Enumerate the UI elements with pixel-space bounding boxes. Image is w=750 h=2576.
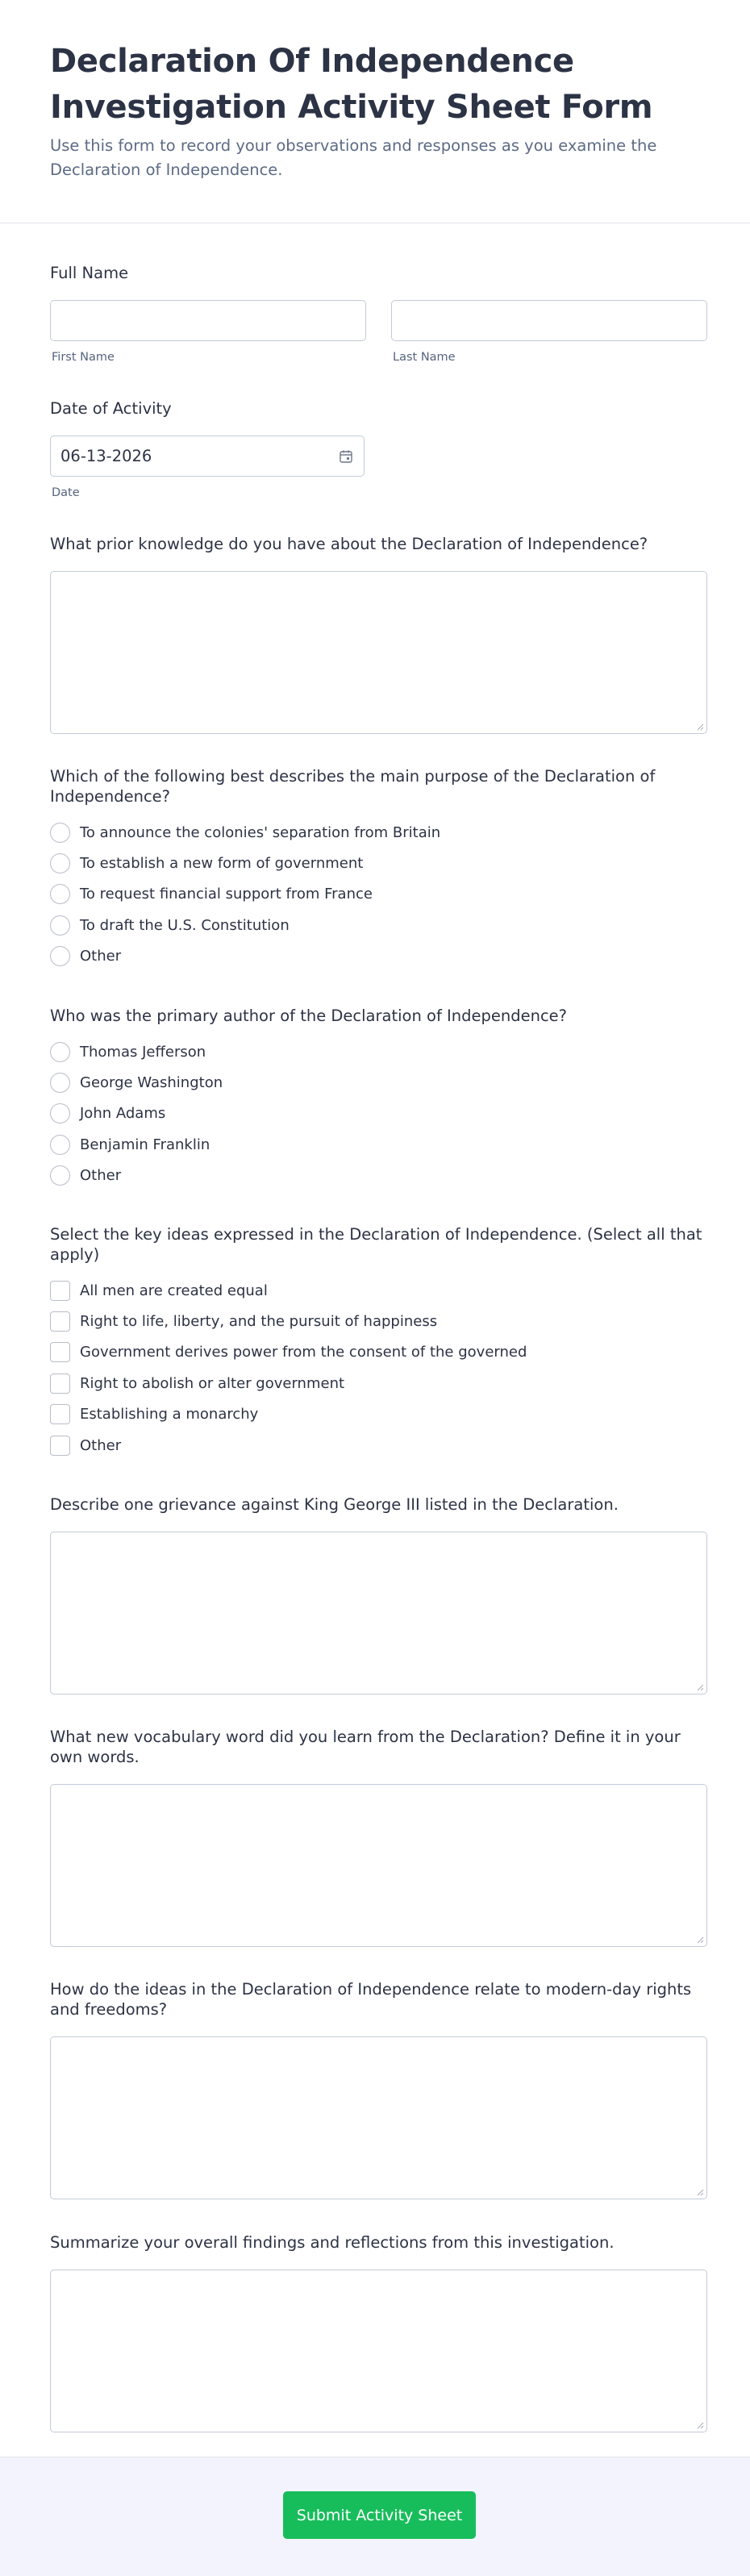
first-name-input[interactable] <box>50 300 366 341</box>
grievance-label: Describe one grievance against King George III listed in the Declaration. <box>50 1495 619 1514</box>
date-input[interactable] <box>50 436 365 477</box>
option-label: To request financial support from France <box>80 886 373 903</box>
author-option[interactable] <box>50 1098 707 1129</box>
option-label: All men are created equal <box>80 1282 268 1299</box>
checkbox[interactable] <box>50 1373 70 1394</box>
option-label: Right to abolish or alter government <box>80 1374 345 1392</box>
key-idea-option[interactable] <box>50 1275 707 1306</box>
checkbox[interactable] <box>50 1281 70 1301</box>
calendar-icon[interactable] <box>339 449 353 464</box>
author-options <box>50 1036 707 1191</box>
author-option[interactable] <box>50 1067 707 1098</box>
key-idea-option[interactable] <box>50 1337 707 1368</box>
summary-textarea[interactable] <box>50 2270 707 2432</box>
form-title-line-1: Declaration Of Independence <box>50 43 574 80</box>
modern-rights-label: How do the ideas in the Declaration of Independence relate to modern-day rights and freedoms? <box>50 1980 692 2019</box>
author-label: Who was the primary author of the Declaration of Independence? <box>50 1007 568 1025</box>
purpose-label: Which of the following best describes the main purpose of the Declaration of Independence? <box>50 767 656 806</box>
option-label: John Adams <box>80 1105 166 1123</box>
form-footer <box>0 2457 750 2576</box>
key-ideas-options <box>50 1275 707 1461</box>
date-sublabel: Date <box>52 486 80 499</box>
radio-button[interactable] <box>50 853 70 873</box>
option-label: Other <box>80 1167 122 1185</box>
submit-button[interactable]: Submit Activity Sheet <box>283 2491 476 2539</box>
vocabulary-textarea[interactable] <box>50 1784 707 1947</box>
radio-button[interactable] <box>50 946 70 966</box>
resize-grip-icon[interactable] <box>696 2188 704 2196</box>
resize-grip-icon[interactable] <box>696 723 704 731</box>
last-name-sublabel: Last Name <box>393 351 456 364</box>
full-name-field <box>50 263 707 364</box>
radio-button[interactable] <box>50 1103 70 1123</box>
form-title <box>50 39 700 131</box>
modern-rights-textarea[interactable] <box>50 2036 707 2199</box>
date-label: Date of Activity <box>50 399 172 418</box>
resize-grip-icon[interactable] <box>696 2421 704 2429</box>
form-title-line-2: Investigation Activity Sheet Form <box>50 89 653 126</box>
prior-knowledge-textarea[interactable] <box>50 571 707 734</box>
radio-button[interactable] <box>50 823 70 843</box>
purpose-option[interactable] <box>50 910 707 940</box>
option-label: To establish a new form of government <box>80 855 364 873</box>
author-field <box>50 1006 707 1191</box>
resize-grip-icon[interactable] <box>696 1936 704 1944</box>
purpose-option[interactable] <box>50 848 707 878</box>
date-value: 06-13-2026 <box>60 447 152 465</box>
option-label: Government derives power from the consent of the governed <box>80 1344 527 1361</box>
radio-button[interactable] <box>50 1042 70 1062</box>
radio-button[interactable] <box>50 1135 70 1155</box>
key-idea-option[interactable] <box>50 1430 707 1461</box>
radio-button[interactable] <box>50 1073 70 1093</box>
option-label: To draft the U.S. Constitution <box>80 916 290 934</box>
checkbox[interactable] <box>50 1311 70 1332</box>
grievance-field <box>50 1494 707 1694</box>
radio-button[interactable] <box>50 1165 70 1186</box>
form-header <box>0 0 750 223</box>
checkbox[interactable] <box>50 1342 70 1362</box>
key-idea-option[interactable] <box>50 1306 707 1336</box>
date-field <box>50 398 707 499</box>
vocabulary-label: What new vocabulary word did you learn from the Declaration? Define it in your own words. <box>50 1728 681 1766</box>
form-description: Use this form to record your observations and responses as you examine the Declaration of Independence. <box>50 136 657 179</box>
option-label: Other <box>80 1436 122 1454</box>
checkbox[interactable] <box>50 1404 70 1424</box>
prior-knowledge-label: What prior knowledge do you have about the Declaration of Independence? <box>50 535 648 553</box>
option-label: Benjamin Franklin <box>80 1136 210 1153</box>
author-option[interactable] <box>50 1161 707 1191</box>
option-label: Thomas Jefferson <box>80 1043 206 1061</box>
purpose-option[interactable] <box>50 941 707 972</box>
summary-field <box>50 2232 707 2432</box>
purpose-options <box>50 817 707 972</box>
author-option[interactable] <box>50 1036 707 1067</box>
first-name-sublabel: First Name <box>52 351 115 364</box>
purpose-field <box>50 766 707 972</box>
resize-grip-icon[interactable] <box>696 1683 704 1691</box>
option-label: George Washington <box>80 1074 223 1092</box>
option-label: To announce the colonies' separation from Britain <box>80 823 441 841</box>
key-ideas-label: Select the key ideas expressed in the Declaration of Independence. (Select all that apply) <box>50 1225 702 1264</box>
key-ideas-field <box>50 1224 707 1461</box>
full-name-label: Full Name <box>50 264 129 282</box>
purpose-option[interactable] <box>50 817 707 848</box>
author-option[interactable] <box>50 1129 707 1160</box>
radio-button[interactable] <box>50 915 70 936</box>
key-idea-option[interactable] <box>50 1399 707 1430</box>
modern-rights-field <box>50 1979 707 2199</box>
purpose-option[interactable] <box>50 879 707 910</box>
last-name-input[interactable] <box>391 300 707 341</box>
prior-knowledge-field <box>50 534 707 734</box>
radio-button[interactable] <box>50 884 70 904</box>
key-idea-option[interactable] <box>50 1368 707 1398</box>
summary-label: Summarize your overall findings and reflections from this investigation. <box>50 2233 615 2252</box>
grievance-textarea[interactable] <box>50 1532 707 1694</box>
option-label: Establishing a monarchy <box>80 1406 259 1423</box>
vocabulary-field <box>50 1727 707 1947</box>
checkbox[interactable] <box>50 1436 70 1456</box>
option-label: Right to life, liberty, and the pursuit of happiness <box>80 1313 438 1331</box>
option-label: Other <box>80 948 122 965</box>
